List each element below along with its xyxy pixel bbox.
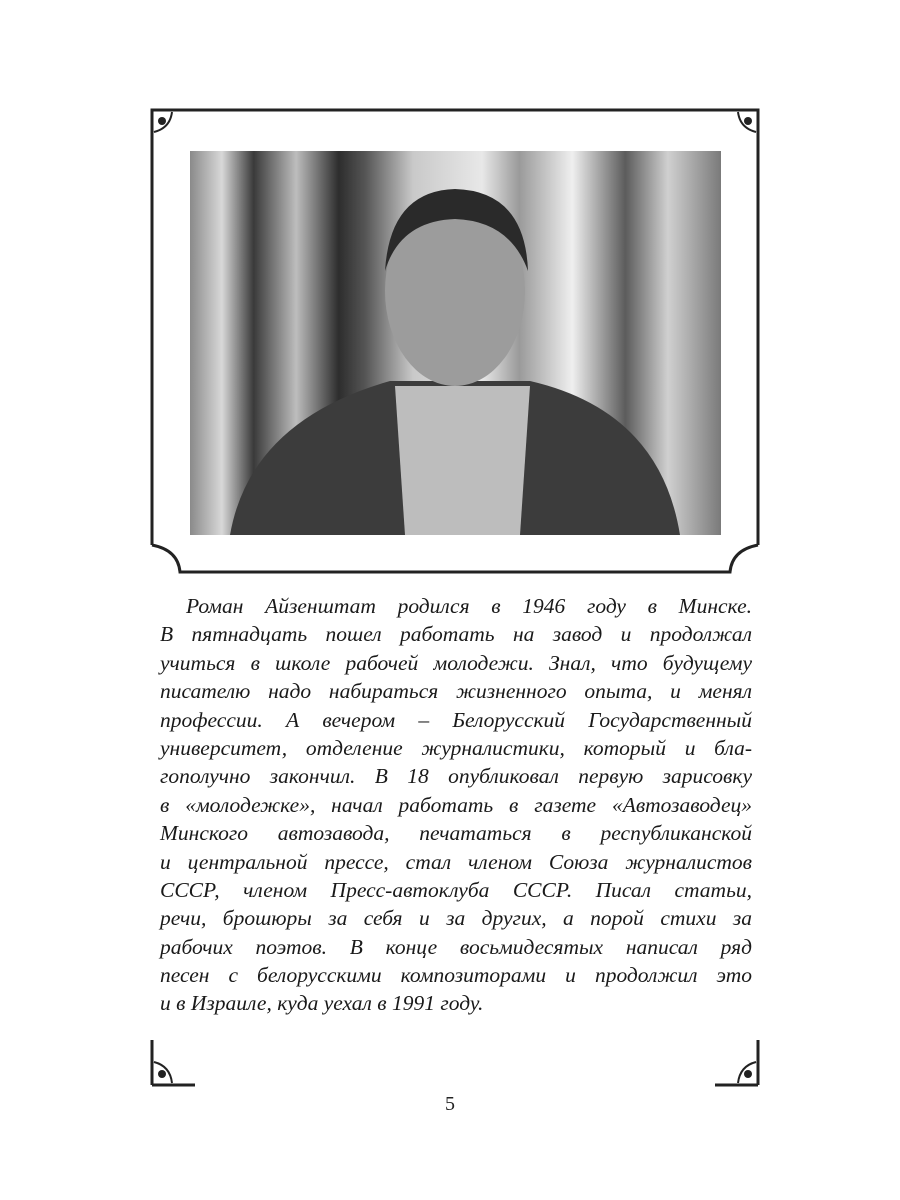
text-line: гополучно закончил. В 18 опубликовал первую зарисовку (160, 764, 752, 789)
text-line: Минского автозавода, печататься в республиканской (160, 821, 752, 846)
text-line: песен с белорусскими композиторами и продолжил это (160, 963, 752, 988)
text-line: СССР, членом Пресс-автоклуба СССР. Писал статьи, (160, 877, 752, 902)
biography-text (160, 592, 752, 1018)
author-portrait-photo (190, 151, 721, 535)
text-line: писателю надо набираться жизненного опыта, и менял (160, 679, 752, 704)
portrait-silhouette (190, 151, 721, 535)
text-line: речи, брошюры за себя и за других, а порой стихи за (160, 906, 752, 931)
page-number: 5 (445, 1093, 455, 1115)
text-line: В пятнадцать пошел работать на завод и продолжал (160, 622, 752, 647)
text-line: университет, отделение журналистики, который и бла- (160, 735, 752, 760)
text-line: учиться в школе рабочей молодежи. Знал, что будущему (160, 650, 752, 675)
text-line: в «молодежке», начал работать в газете «Автозаводец» (160, 792, 752, 817)
text-line: и в Израиле, куда уехал в 1991 году. (160, 991, 484, 1016)
text-line: и центральной прессе, стал членом Союза журналистов (160, 849, 752, 874)
text-line: профессии. А вечером – Белорусский Государственный (160, 707, 752, 732)
text-line: рабочих поэтов. В конце восьмидесятых написал ряд (160, 934, 752, 959)
text-line: Роман Айзенштат родился в 1946 году в Минске. (186, 594, 752, 618)
